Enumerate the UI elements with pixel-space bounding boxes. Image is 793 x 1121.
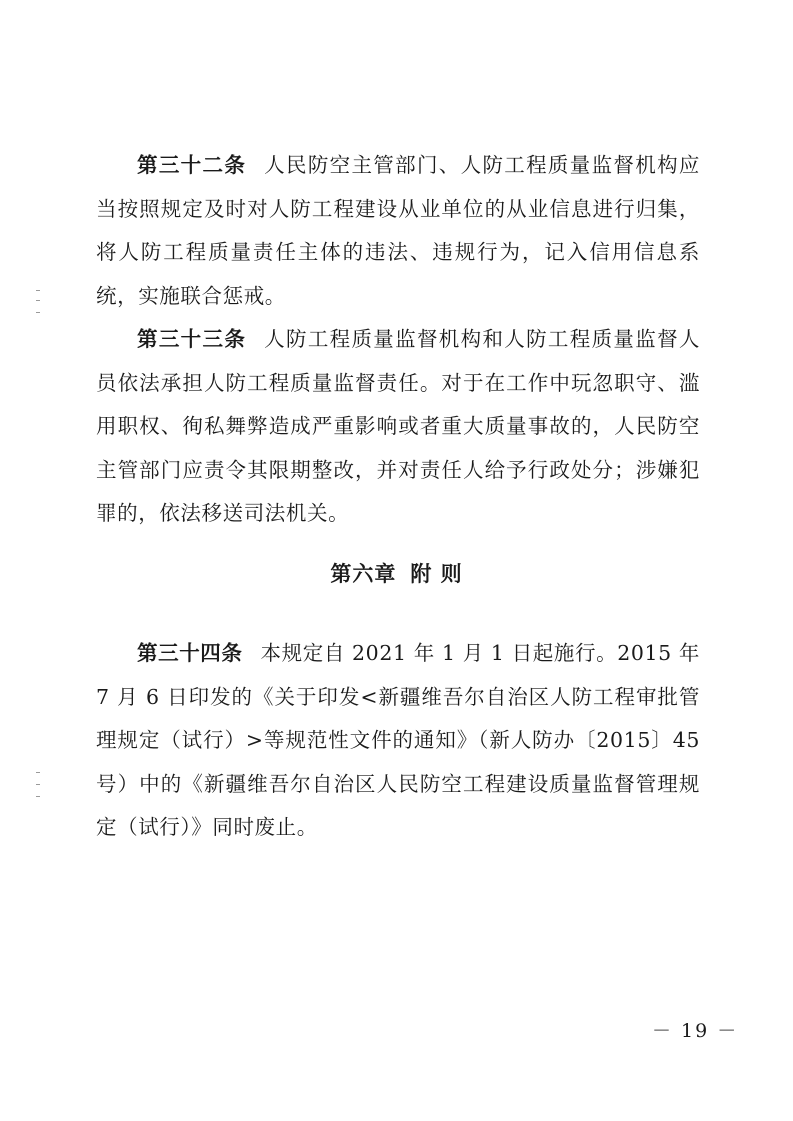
article-33 [96,318,700,536]
binding-mark [36,772,40,773]
binding-mark [36,784,40,785]
article-text: 本规定自 2021 年 1 月 1 日起施行。2015 年 7 月 6 日印发的《关于印发<新疆维吾尔自治区人防工程审批管理规定（试行）>等规范性文件的通知》（新人防办〔2015〕45 号）中的《新疆维吾尔自治区人民防空工程建设质量监督管理规定（试行）》同时废止。 [96,641,700,839]
chapter-heading [0,558,793,588]
article-32 [96,144,700,318]
article-34 [96,632,700,850]
article-text: 人民防空主管部门、人防工程质量监督机构应当按照规定及时对人防工程建设从业单位的从业信息进行归集，将人防工程质量责任主体的违法、违规行为，记入信用信息系统，实施联合惩戒。 [96,153,701,308]
binding-mark [36,290,40,291]
binding-mark [36,312,40,313]
binding-mark [36,796,40,797]
binding-mark [36,300,40,301]
article-label: 第三十四条 [137,641,243,665]
article-text: 人防工程质量监督机构和人防工程质量监督人员依法承担人防工程质量监督责任。对于在工作中玩忽职守、滥用职权、徇私舞弊造成严重影响或者重大质量事故的，人民防空主管部门应责令其限期整改，并对责任人给予行政处分；涉嫌犯罪的，依法移送司法机关。 [96,327,701,525]
article-label: 第三十二条 [137,153,247,177]
page-number: － 19 － [652,1020,739,1042]
article-label: 第三十三条 [137,327,247,351]
chapter-title: 附 则 [410,561,463,586]
chapter-number: 第六章 [330,561,397,586]
